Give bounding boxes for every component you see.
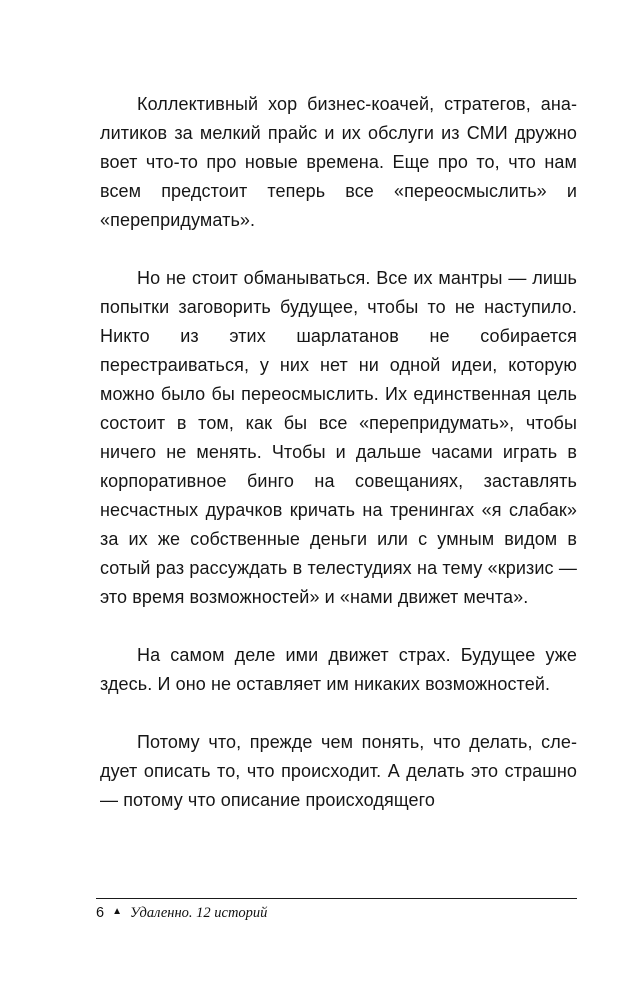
paragraph: Потому что, прежде чем понять, что делать, следует описать то, что происходит. А делать это страшно — потому что описание происходящего (100, 732, 577, 810)
triangle-marker-icon: ▲ (112, 906, 122, 917)
footer-rule (96, 898, 577, 899)
page-text (100, 90, 577, 844)
footer-line (96, 904, 577, 922)
page-footer (96, 898, 577, 922)
paragraph: Коллективный хор бизнес-коачей, стратегов, аналитиков за мелкий прайс и их обслуги из СМИ дружно воет что-то про новые времена. Еще про то, что нам всем предстоит теперь все «переосмыслить» и «перепридумать». (100, 94, 577, 230)
running-title: Удаленно. 12 историй (129, 905, 268, 921)
page-number: 6 (96, 905, 105, 921)
paragraph: На самом деле ими движет страх. Будущее уже здесь. И оно не оставляет им никаких возможностей. (100, 645, 577, 694)
paragraph: Но не стоит обманываться. Все их мантры — лишь попытки заговорить будущее, чтобы то не наступило. Никто из этих шарлатанов не собирается перестраиваться, у них нет ни одной идеи, которую можно было бы переосмыслить. Их единственная цель состоит в том, как бы все «перепридумать», чтобы ничего не менять. Чтобы и дальше часами играть в корпоративное бинго на совещаниях, заставлять несчастных дурачков кричать на тренингах «я слабак» за их же собственные деньги или с умным видом в сотый раз рассуждать в телестудиях на тему «кризис — это время возможностей» и «нами движет мечта». (100, 268, 577, 607)
